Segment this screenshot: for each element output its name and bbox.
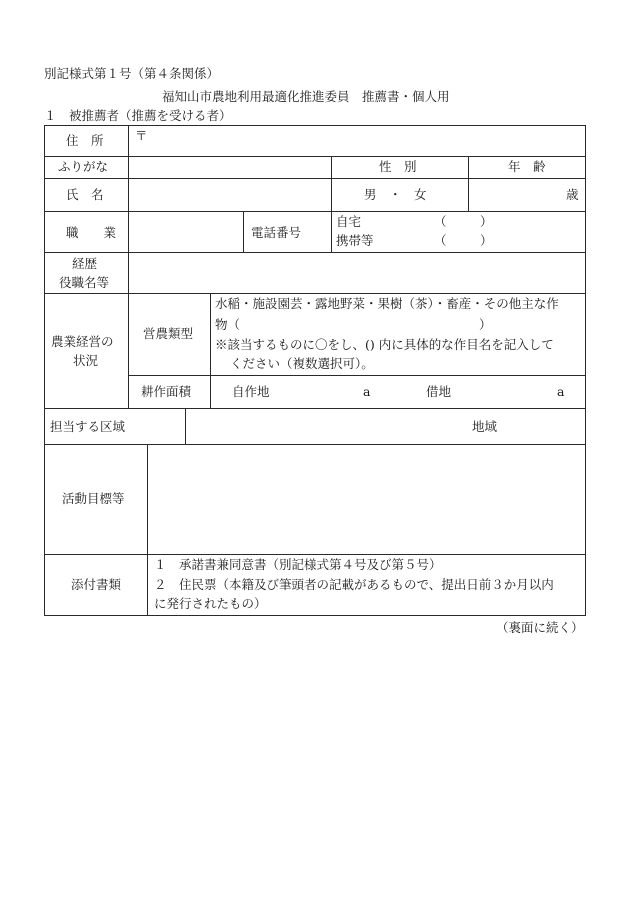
continued-note: （裏面に続く） <box>496 620 584 635</box>
farm-status-label: 状況 <box>73 353 99 368</box>
district-label: 担当する区域 <box>50 419 126 434</box>
phone-home-label: 自宅 <box>336 214 362 229</box>
attachment-item: １ 承諾書兼同意書（別記様式第４号及び第５号） <box>154 557 442 572</box>
paren-close: ） <box>480 214 493 229</box>
district-suffix: 地域 <box>472 419 498 434</box>
area-unit: a <box>557 384 565 399</box>
furigana-label: ふりがな <box>58 159 109 174</box>
row-divider <box>44 554 586 555</box>
farm-type-note: ※該当するものに〇をし、() 内に具体的な作目名を記入して <box>215 337 554 352</box>
phone-label: 電話番号 <box>251 225 302 240</box>
address-label: 住 所 <box>66 133 104 148</box>
section-heading: １ 被推薦者（推薦を受ける者） <box>44 108 232 123</box>
name-label: 氏 名 <box>66 187 104 202</box>
paren-close: ） <box>479 317 492 332</box>
career-label: 経歴 <box>72 256 98 271</box>
paren-open: （ <box>434 214 447 229</box>
paren-open: （ <box>434 233 447 248</box>
leased-land-label: 借地 <box>426 384 452 399</box>
sex-options[interactable]: 男 ・ 女 <box>364 187 427 202</box>
row-divider <box>44 408 586 409</box>
table-border-top <box>44 125 586 126</box>
column-divider <box>210 293 211 409</box>
age-label: 年 齢 <box>508 159 546 174</box>
table-border-left <box>44 125 45 616</box>
activity-goal-label: 活動目標等 <box>62 491 125 506</box>
column-divider <box>185 408 186 445</box>
table-border-bottom <box>44 615 586 616</box>
nomination-form-table <box>44 125 586 615</box>
form-reference: 別記様式第１号（第４条関係） <box>44 66 220 81</box>
table-border-right <box>585 125 586 616</box>
column-divider <box>243 211 244 253</box>
column-divider <box>331 156 332 212</box>
row-divider <box>44 211 586 212</box>
farm-status-label: 農業経営の <box>51 334 114 349</box>
attachments-label: 添付書類 <box>71 577 122 592</box>
column-divider <box>331 211 332 253</box>
attachment-item: に発行されたもの） <box>154 596 267 611</box>
column-divider <box>128 293 129 409</box>
farm-type-note: ください（複数選択可）。 <box>230 356 374 371</box>
column-divider <box>128 125 129 294</box>
occupation-label: 職 業 <box>66 225 117 240</box>
row-divider <box>44 178 586 179</box>
sex-label: 性 別 <box>379 159 417 174</box>
attachment-item: ２ 住民票（本籍及び筆頭者の記載があるもので、提出日前３か月以内 <box>154 577 554 592</box>
owned-land-label: 自作地 <box>232 384 270 399</box>
area-unit: a <box>363 384 371 399</box>
row-divider <box>44 156 586 157</box>
farm-type-options[interactable]: 水稲・施設園芸・露地野菜・果樹（茶）・畜産・その他主な作 <box>215 296 559 311</box>
farm-type-label: 営農類型 <box>143 326 194 341</box>
row-divider <box>128 375 586 376</box>
postal-mark: 〒 <box>135 128 148 143</box>
age-unit: 歳 <box>566 187 579 202</box>
position-label: 役職名等 <box>59 275 110 290</box>
document-title: 福知山市農地利用最適化推進委員 推薦書・個人用 <box>162 89 450 104</box>
phone-mobile-label: 携帯等 <box>336 233 374 248</box>
cultivated-area-label: 耕作面積 <box>141 384 192 399</box>
column-divider <box>468 156 469 212</box>
row-divider <box>44 293 586 294</box>
column-divider <box>147 444 148 616</box>
farm-type-other-crop: 物（ <box>215 317 241 332</box>
row-divider <box>44 444 586 445</box>
row-divider <box>44 252 586 253</box>
paren-close: ） <box>480 233 493 248</box>
